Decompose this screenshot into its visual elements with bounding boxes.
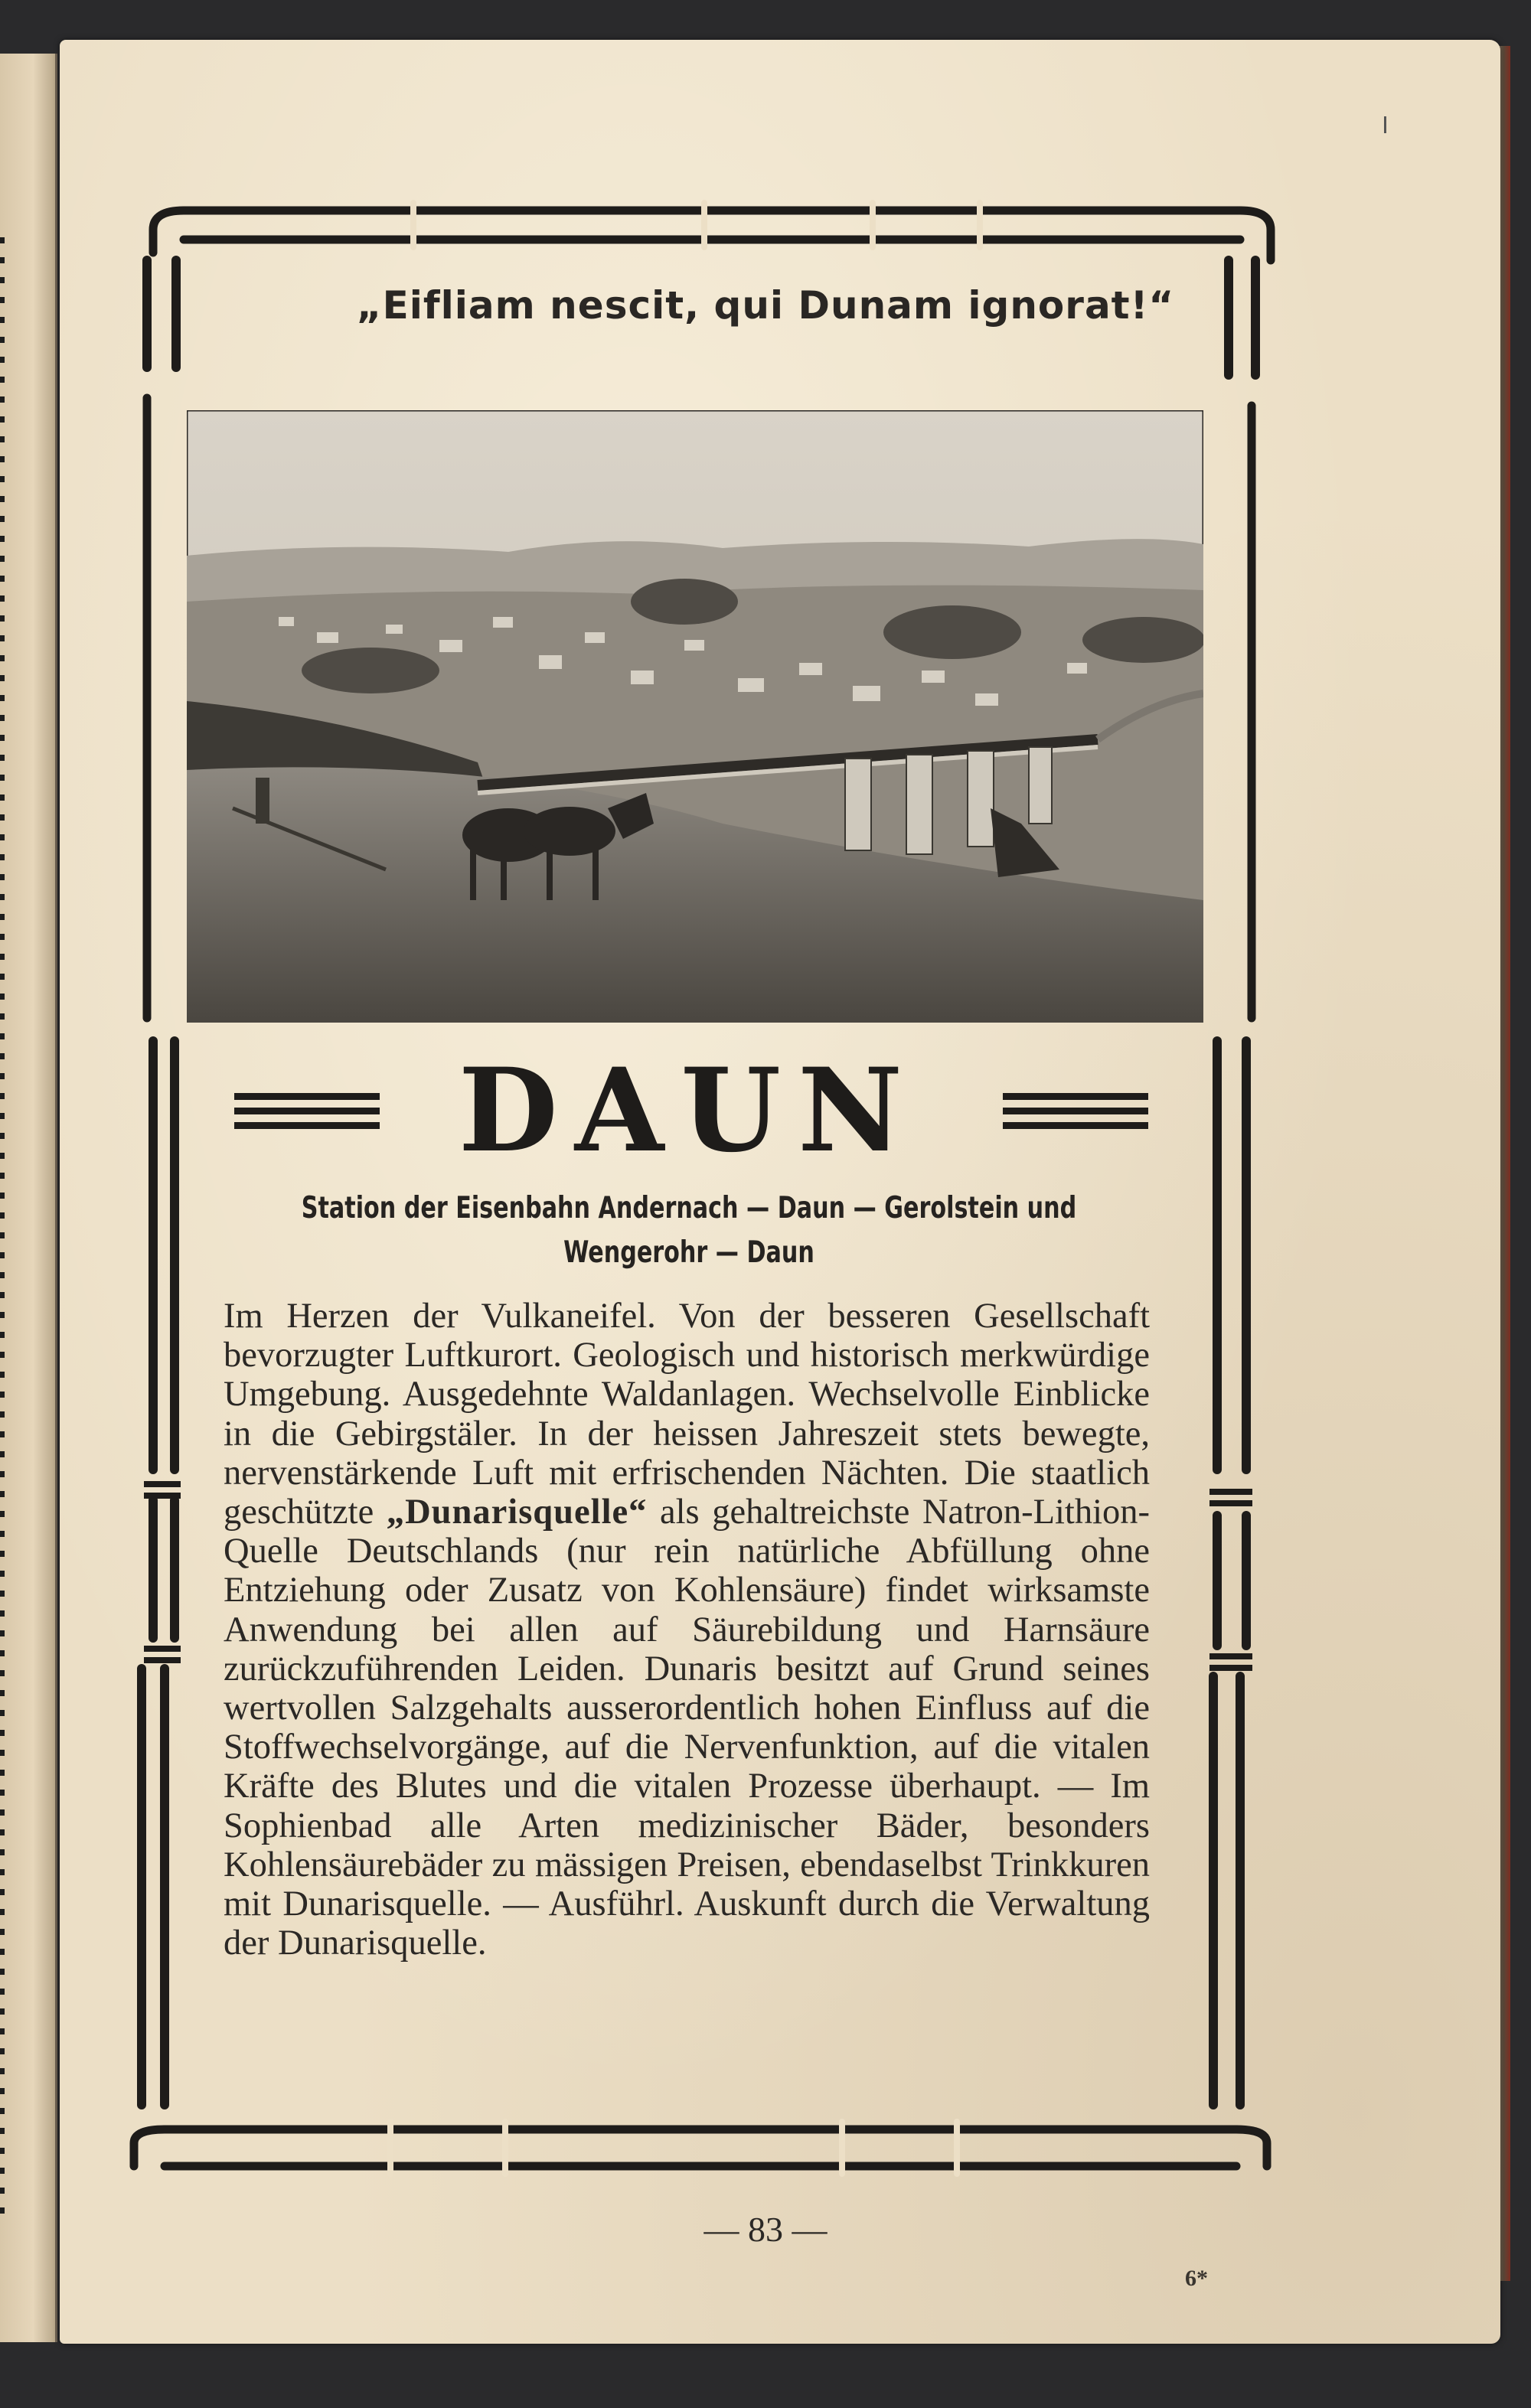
title-ornament-right: [1003, 1093, 1148, 1137]
title-block: [230, 1043, 1148, 1178]
railway-subtitle: [287, 1186, 1090, 1275]
adjacent-page-edge: [0, 54, 57, 2342]
body-part-1: Im Herzen der Vulkaneifel. Von der besseren Gesellschaft bevorzugter Luftkurort. Geologisch und historisch merkwürdige Umgebung. Ausgedehnte Waldanlagen. Wechselvolle Einblicke in die Gebirgstäler. In der heissen Jahreszeit stets bewegte, nervenstärkende Luft mit erfrischenden Nächten. Die staatlich geschützte: [224, 1297, 1150, 1532]
subtitle-line-2: Wengerohr — Daun: [563, 1235, 814, 1270]
title-ornament-left: [234, 1093, 380, 1137]
dunarisquelle-highlight: „Dunarisquelle“: [386, 1493, 648, 1532]
description-paragraph: [224, 1297, 1150, 1963]
landscape-viaduct-photo: [187, 410, 1203, 1023]
subtitle-line-1: Station der Eisenbahn Andernach — Daun — Gerolstein und: [301, 1191, 1077, 1225]
page-title: DAUN: [458, 1043, 920, 1178]
page-number: — 83 —: [703, 2210, 828, 2249]
body-part-2: als gehaltreichste Natron-Lithion-Quelle Deutschlands (nur rein natürliche Abfüllung ohne Entziehung oder Zusatz von Kohlensäure) findet wirksamste Anwendung bei allen auf Säurebildung und Harnsäure zurückzuführenden Leiden. Dunaris besitzt auf Grund seines wertvollen Salzgehalts ausserordentlich hohen Einfluss auf die Stoffwechselvorgänge, auf die Nervenfunktion, auf die vitalen Kräfte des Blutes und die vitalen Prozesse überhaupt. — Im Sophienbad alle Arten medizinischer Bäder, besonders Kohlensäurebäder zu mässigen Preisen, ebendaselbst Trinkkuren mit Dunarisquelle. — Ausführl. Auskunft durch die Verwaltung der Dunarisquelle.: [224, 1493, 1150, 1963]
page-mark: [1384, 116, 1386, 133]
signature-mark: 6*: [1185, 2266, 1208, 2291]
latin-motto: „Eifliam nescit, qui Dunam ignorat!“: [356, 283, 1175, 328]
